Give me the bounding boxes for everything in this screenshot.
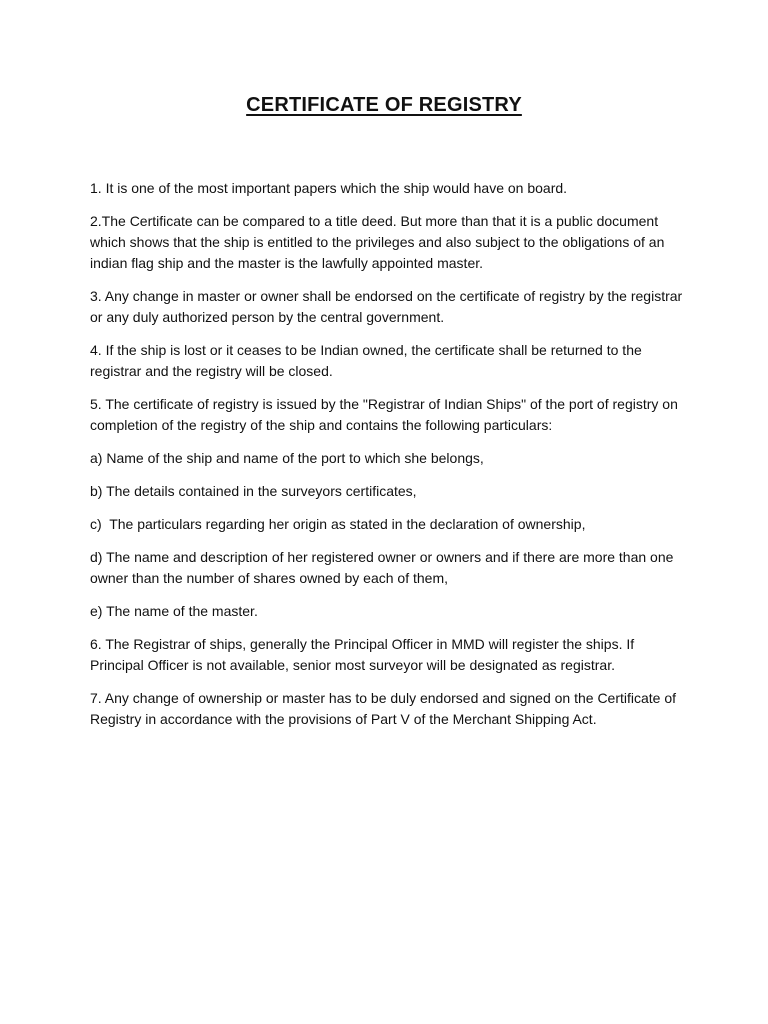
- paragraph-1: 1. It is one of the most important papers which the ship would have on board.: [90, 180, 568, 196]
- list-item-d: d) The name and description of her registered owner or owners and if there are more than one owner than the number of shares owned by each of them,: [90, 549, 678, 586]
- list-item-c: c) The particulars regarding her origin as stated in the declaration of ownership,: [90, 516, 586, 532]
- paragraph-7: 7. Any change of ownership or master has to be duly endorsed and signed on the Certificate of Registry in accordance with the provisions of Part V of the Merchant Shipping Act.: [90, 690, 680, 727]
- document-title: CERTIFICATE OF REGISTRY: [246, 94, 522, 116]
- list-item-a: a) Name of the ship and name of the port to which she belongs,: [90, 450, 484, 466]
- list-item-b: b) The details contained in the surveyors certificates,: [90, 483, 417, 499]
- paragraph-4: 4. If the ship is lost or it ceases to be Indian owned, the certificate shall be returned to the registrar and the registry will be closed.: [90, 342, 646, 379]
- document-body: [90, 178, 690, 742]
- paragraph-5: 5. The certificate of registry is issued by the "Registrar of Indian Ships" of the port of registry on completion of the registry of the ship and contains the following particulars:: [90, 396, 682, 433]
- paragraph-3: 3. Any change in master or owner shall be endorsed on the certificate of registry by the registrar or any duly authorized person by the central government.: [90, 288, 687, 325]
- list-item-e: e) The name of the master.: [90, 603, 258, 619]
- paragraph-2: 2.The Certificate can be compared to a title deed. But more than that it is a public document which shows that the ship is entitled to the privileges and also subject to the obligations of an indian flag ship and the master is the lawfully appointed master.: [90, 213, 669, 271]
- paragraph-6: 6. The Registrar of ships, generally the Principal Officer in MMD will register the ships. If Principal Officer is not available, senior most surveyor will be designated as registrar.: [90, 636, 639, 673]
